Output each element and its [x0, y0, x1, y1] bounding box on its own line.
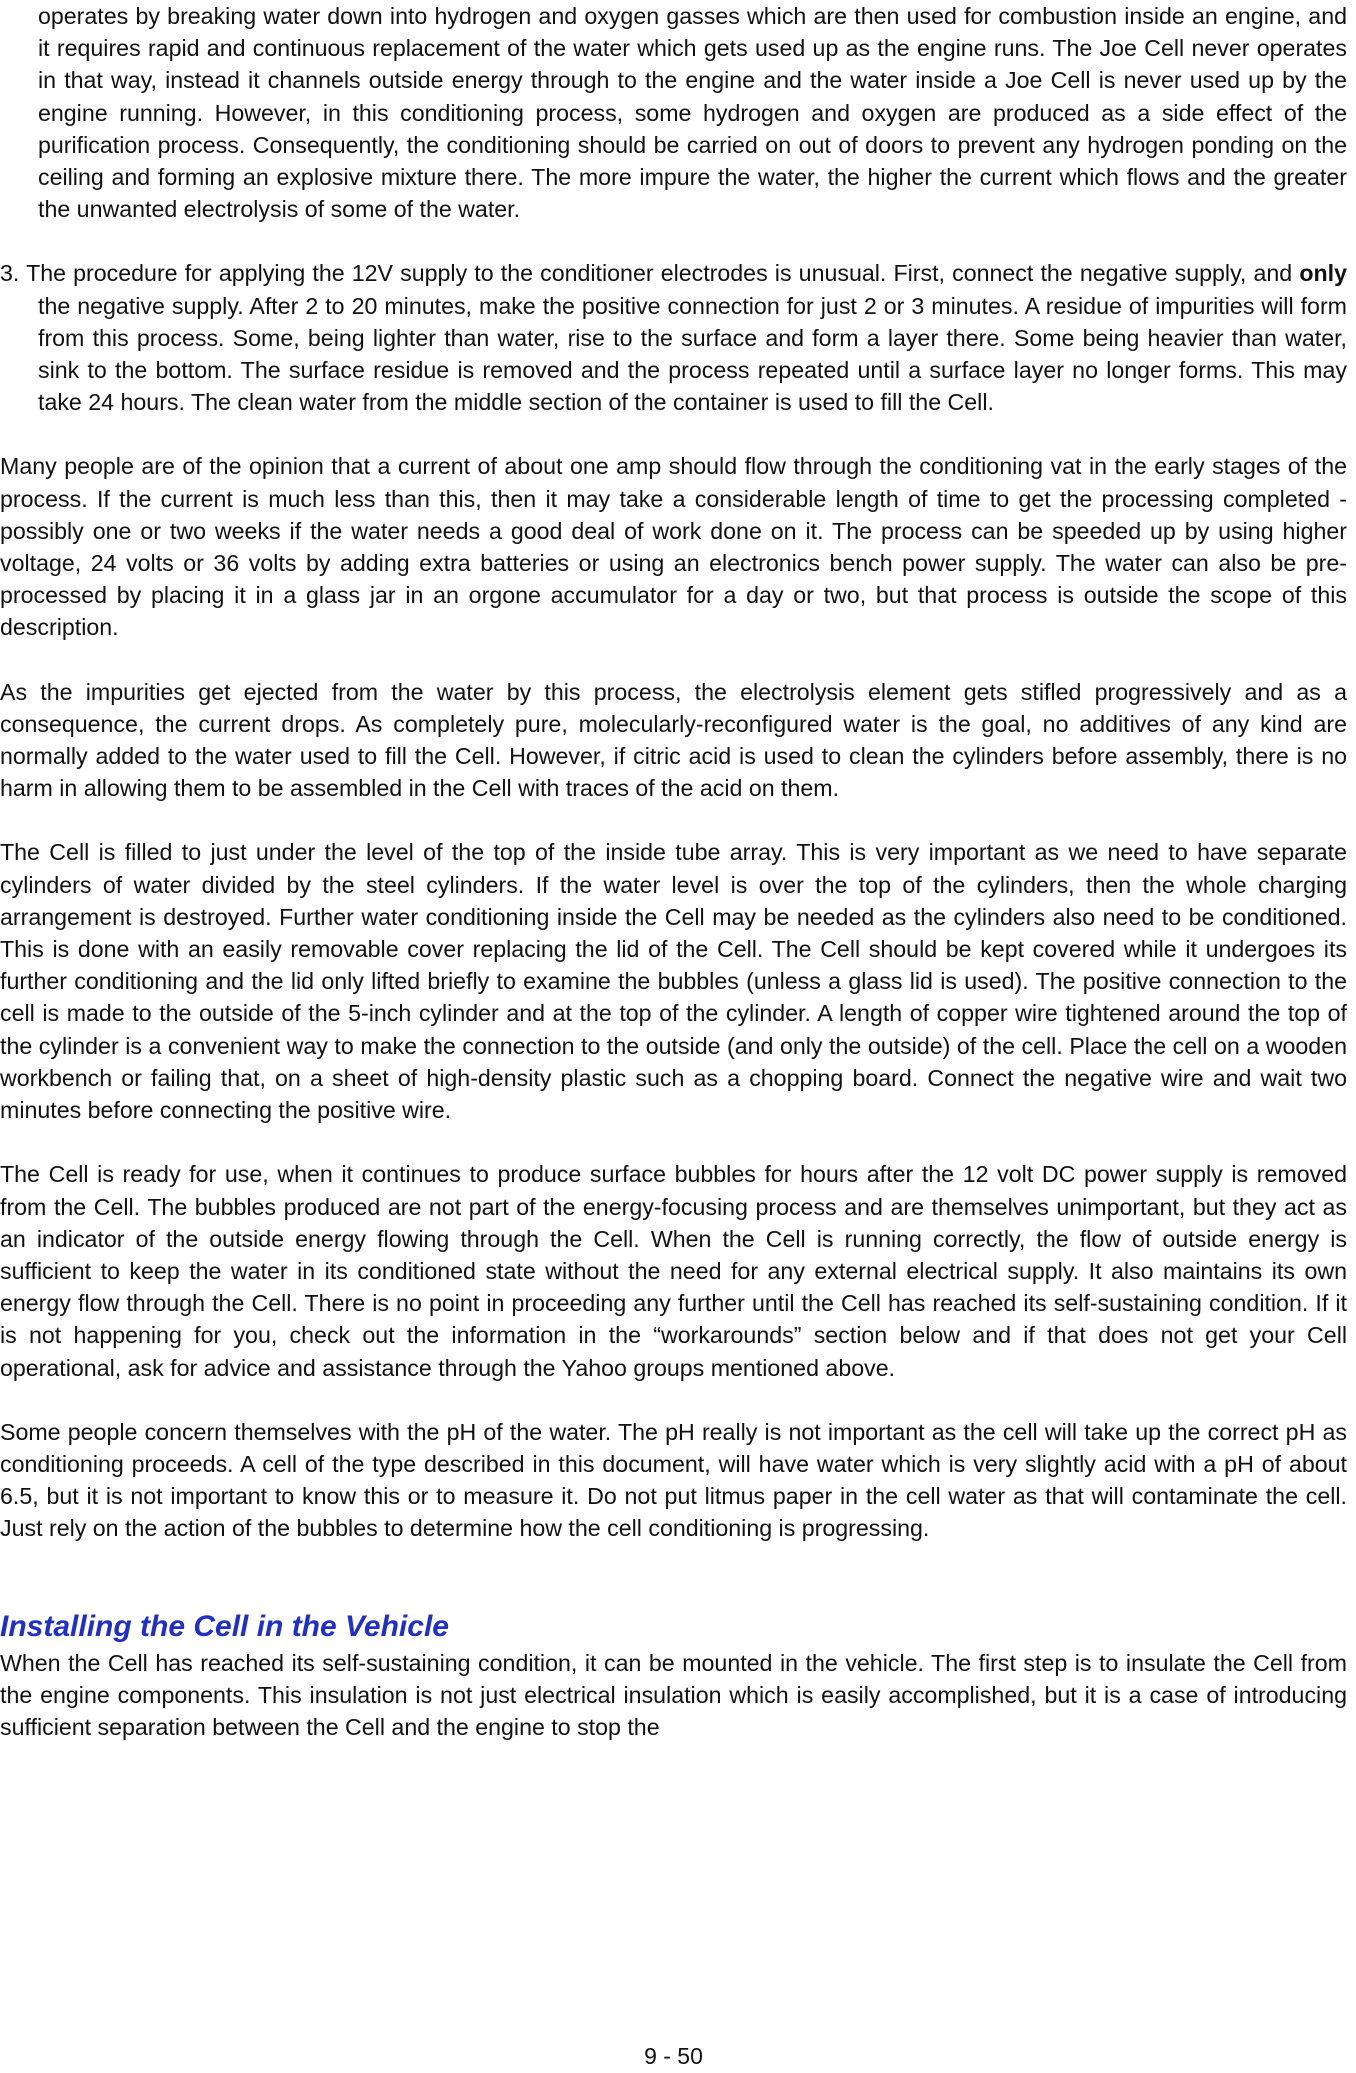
- step-3-number: 3.: [0, 260, 20, 287]
- cell-ready-paragraph: The Cell is ready for use, when it continues to produce surface bubbles for hours after the 12 volt DC power supply is removed from the Cell. The bubbles produced are not part of the energy-focusing process and are themselves unimportant, but they act as an indicator of the outside energy flowing through the Cell. When the Cell is running correctly, the flow of outside energy is sufficient to keep the water in its conditioned state without the need for any external electrical supply. It also maintains its own energy flow through the Cell. There is no point in proceeding any further until the Cell has reached its self-sustaining condition. If it is not happening for you, check out the information in the “workarounds” section below and if that does not get your Cell operational, ask for advice and assistance through the Yahoo groups mentioned above.: [0, 1161, 1347, 1381]
- section-heading-installing: Installing the Cell in the Vehicle: [0, 1609, 449, 1643]
- current-paragraph: Many people are of the opinion that a current of about one amp should flow through the conditioning vat in the early stages of the process. If the current is much less than this, then it may take a considerable length of time to get the processing completed - possibly one or two weeks if the water needs a good deal of work done on it. The process can be speeded up by using higher voltage, 24 volts or 36 volts by adding extra batteries or using an electronics bench power supply. The water can also be pre-processed by placing it in a glass jar in an orgone accumulator for a day or two, but that process is outside the scope of this description.: [0, 453, 1347, 641]
- ph-paragraph: Some people concern themselves with the pH of the water. The pH really is not important as the cell will take up the correct pH as conditioning proceeds. A cell of the type described in this document, will have water which is very slightly acid with a pH of about 6.5, but it is not important to know this or to measure it. Do not put litmus paper in the cell water as that will contaminate the cell. Just rely on the action of the bubbles to determine how the cell conditioning is progressing.: [0, 1418, 1347, 1542]
- installing-paragraph: When the Cell has reached its self-sustaining condition, it can be mounted in the vehicle. The first step is to insulate the Cell from the engine components. This insulation is not just electrical insulation which is easily accomplished, but it is a case of introducing sufficient separation between the Cell and the engine to stop the: [0, 1649, 1347, 1740]
- continued-paragraph: operates by breaking water down into hydrogen and oxygen gasses which are then used for combustion inside an engine, and it requires rapid and continuous replacement of the water which gets used up as the engine runs. The Joe Cell never operates in that way, instead it channels outside energy through to the engine and the water inside a Joe Cell is never used up by the engine running. However, in this conditioning process, some hydrogen and oxygen are produced as a side effect of the purification process. Consequently, the conditioning should be carried on out of doors to prevent any hydrogen ponding on the ceiling and forming an explosive mixture there. The more impure the water, the higher the current which flows and the greater the unwanted electrolysis of some of the water.: [38, 3, 1347, 223]
- impurities-paragraph: As the impurities get ejected from the water by this process, the electrolysis element gets stifled progressively and as a consequence, the current drops. As completely pure, molecularly-reconfigured water is the goal, no additives of any kind are normally added to the water used to fill the Cell. However, if citric acid is used to clean the cylinders before assembly, there is no harm in allowing them to be assembled in the Cell with traces of the acid on them.: [0, 678, 1347, 802]
- step-3-text-part2: the negative supply. After 2 to 20 minutes, make the positive connection for just 2 or 3 minutes. A residue of impurities will form from this process. Some, being lighter than water, rise to the surface and form a layer there. Some being heavier than water, sink to the bottom. The surface residue is removed and the process repeated until a surface layer no longer forms. This may take 24 hours. The clean water from the middle section of the container is used to fill the Cell.: [38, 292, 1347, 416]
- page-number: 9 - 50: [644, 2043, 703, 2069]
- cell-filled-paragraph: The Cell is filled to just under the level of the top of the inside tube array. This is very important as we need to have separate cylinders of water divided by the steel cylinders. If the water level is over the top of the cylinders, then the whole charging arrangement is destroyed. Further water conditioning inside the Cell may be needed as the cylinders also need to be conditioned. This is done with an easily removable cover replacing the lid of the Cell. The Cell should be kept covered while it undergoes its further conditioning and the lid only lifted briefly to examine the bubbles (unless a glass lid is used). The positive connection to the cell is made to the outside of the 5-inch cylinder and at the top of the cylinder. A length of copper wire tightened around the top of the cylinder is a convenient way to make the connection to the outside (and only the outside) of the cell. Place the cell on a wooden workbench or failing that, on a sheet of high-density plastic such as a chopping board. Connect the negative wire and wait two minutes before connecting the positive wire.: [0, 839, 1347, 1124]
- step-3-bold-word: only: [1299, 260, 1347, 287]
- step-3-text-part1: The procedure for applying the 12V supply to the conditioner electrodes is unusual. First, connect the negative supply, and: [26, 260, 1300, 287]
- step-3-paragraph: [0, 257, 1347, 418]
